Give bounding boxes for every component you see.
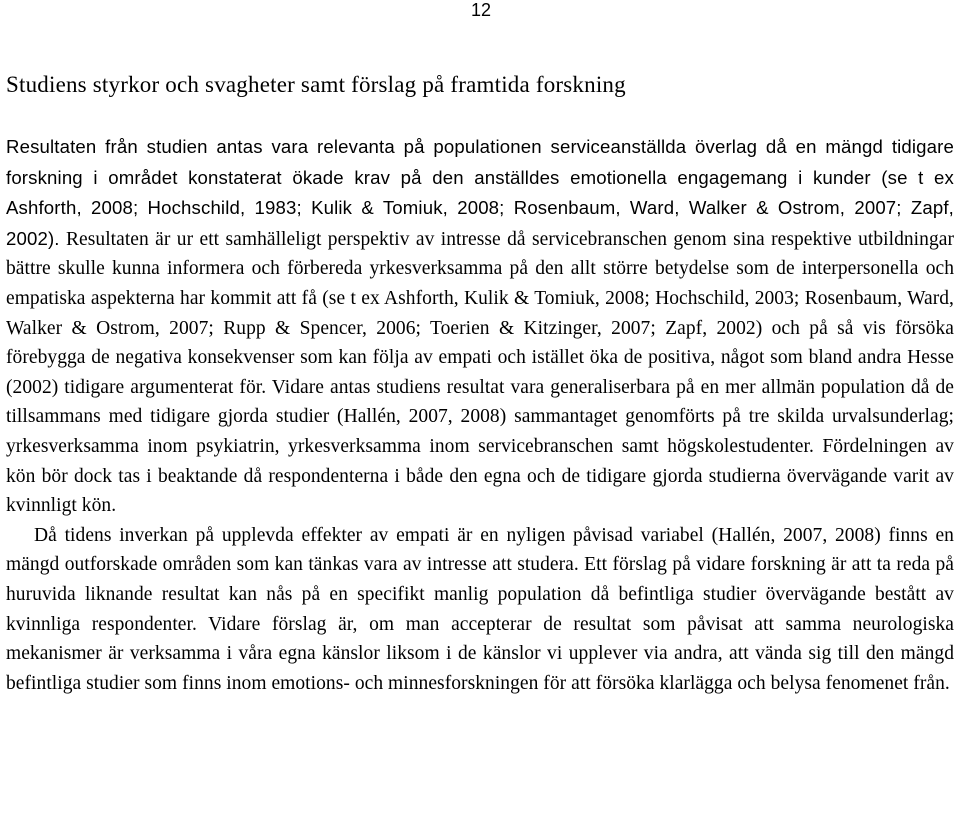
- paragraph-1-serif-part: Resultaten är ur ett samhälleligt perspektiv av intresse då servicebranschen genom sina respektive utbildningar bättre skulle kunna informera och förbereda yrkesverksamma på den allt större betydelse som de interpersonella och empatiska aspekterna har kommit att få (se t ex Ashforth, Kulik & Tomiuk, 2008; Hochschild, 2003; Rosenbaum, Ward, Walker & Ostrom, 2007; Rupp & Spencer, 2006; Toerien & Kitzinger, 2007; Zapf, 2002) och på så vis försöka förebygga de negativa konsekvenser som kan följa av empati och istället öka de positiva, något som bland andra Hesse (2002) tidigare argumenterat för. Vidare antas studiens resultat vara generaliserbara på en mer allmän population då de tillsammans med tidigare gjorda studier (Hallén, 2007, 2008) sammantaget genomförts på tre skilda urvalsunderlag; yrkesverksamma inom psykiatrin, yrkesverksamma inom servicebranschen samt högskolestudenter. Fördelningen av kön bör dock tas i beaktande då respondenterna i både den egna och de tidigare gjorda studierna övervägande varit av kvinnligt kön.: [6, 228, 954, 517]
- page-number: 12: [471, 0, 492, 20]
- paragraph-2: Då tidens inverkan på upplevda effekter av empati är en nyligen påvisad variabel (Hallén, 2007, 2008) finns en mängd outforskade områden som kan tänkas vara av intresse att studera. Ett förslag på vidare forskning är att ta reda på huruvida liknande resultat kan nås på en specifikt manlig population då befintliga studier övervägande bestått av kvinnliga respondenter. Vidare förslag är, om man accepterar de resultat som påvisat att samma neurologiska mekanismer är verksamma i våra egna känslor liksom i de känslor vi upplever via andra, att vända sig till den mängd befintliga studier som finns inom emotions- och minnesforskningen för att försöka klarlägga och belysa fenomenet från.: [6, 524, 954, 694]
- paragraph-1: [6, 132, 954, 521]
- paragraph-1-sans-part: Resultaten från studien antas vara relevanta på populationen serviceanställda överlag då en mängd tidigare forskning i området konstaterat ökade krav på den anställdes emotionella engagemang i kunder (se t ex Ashforth, 2008; Hochschild, 1983; Kulik & Tomiuk, 2008; Rosenbaum, Ward, Walker & Ostrom, 2007; Zapf, 2002).: [6, 136, 954, 249]
- section-heading: Studiens styrkor och svagheter samt förslag på framtida forskning: [6, 72, 626, 97]
- body-text: [6, 132, 954, 698]
